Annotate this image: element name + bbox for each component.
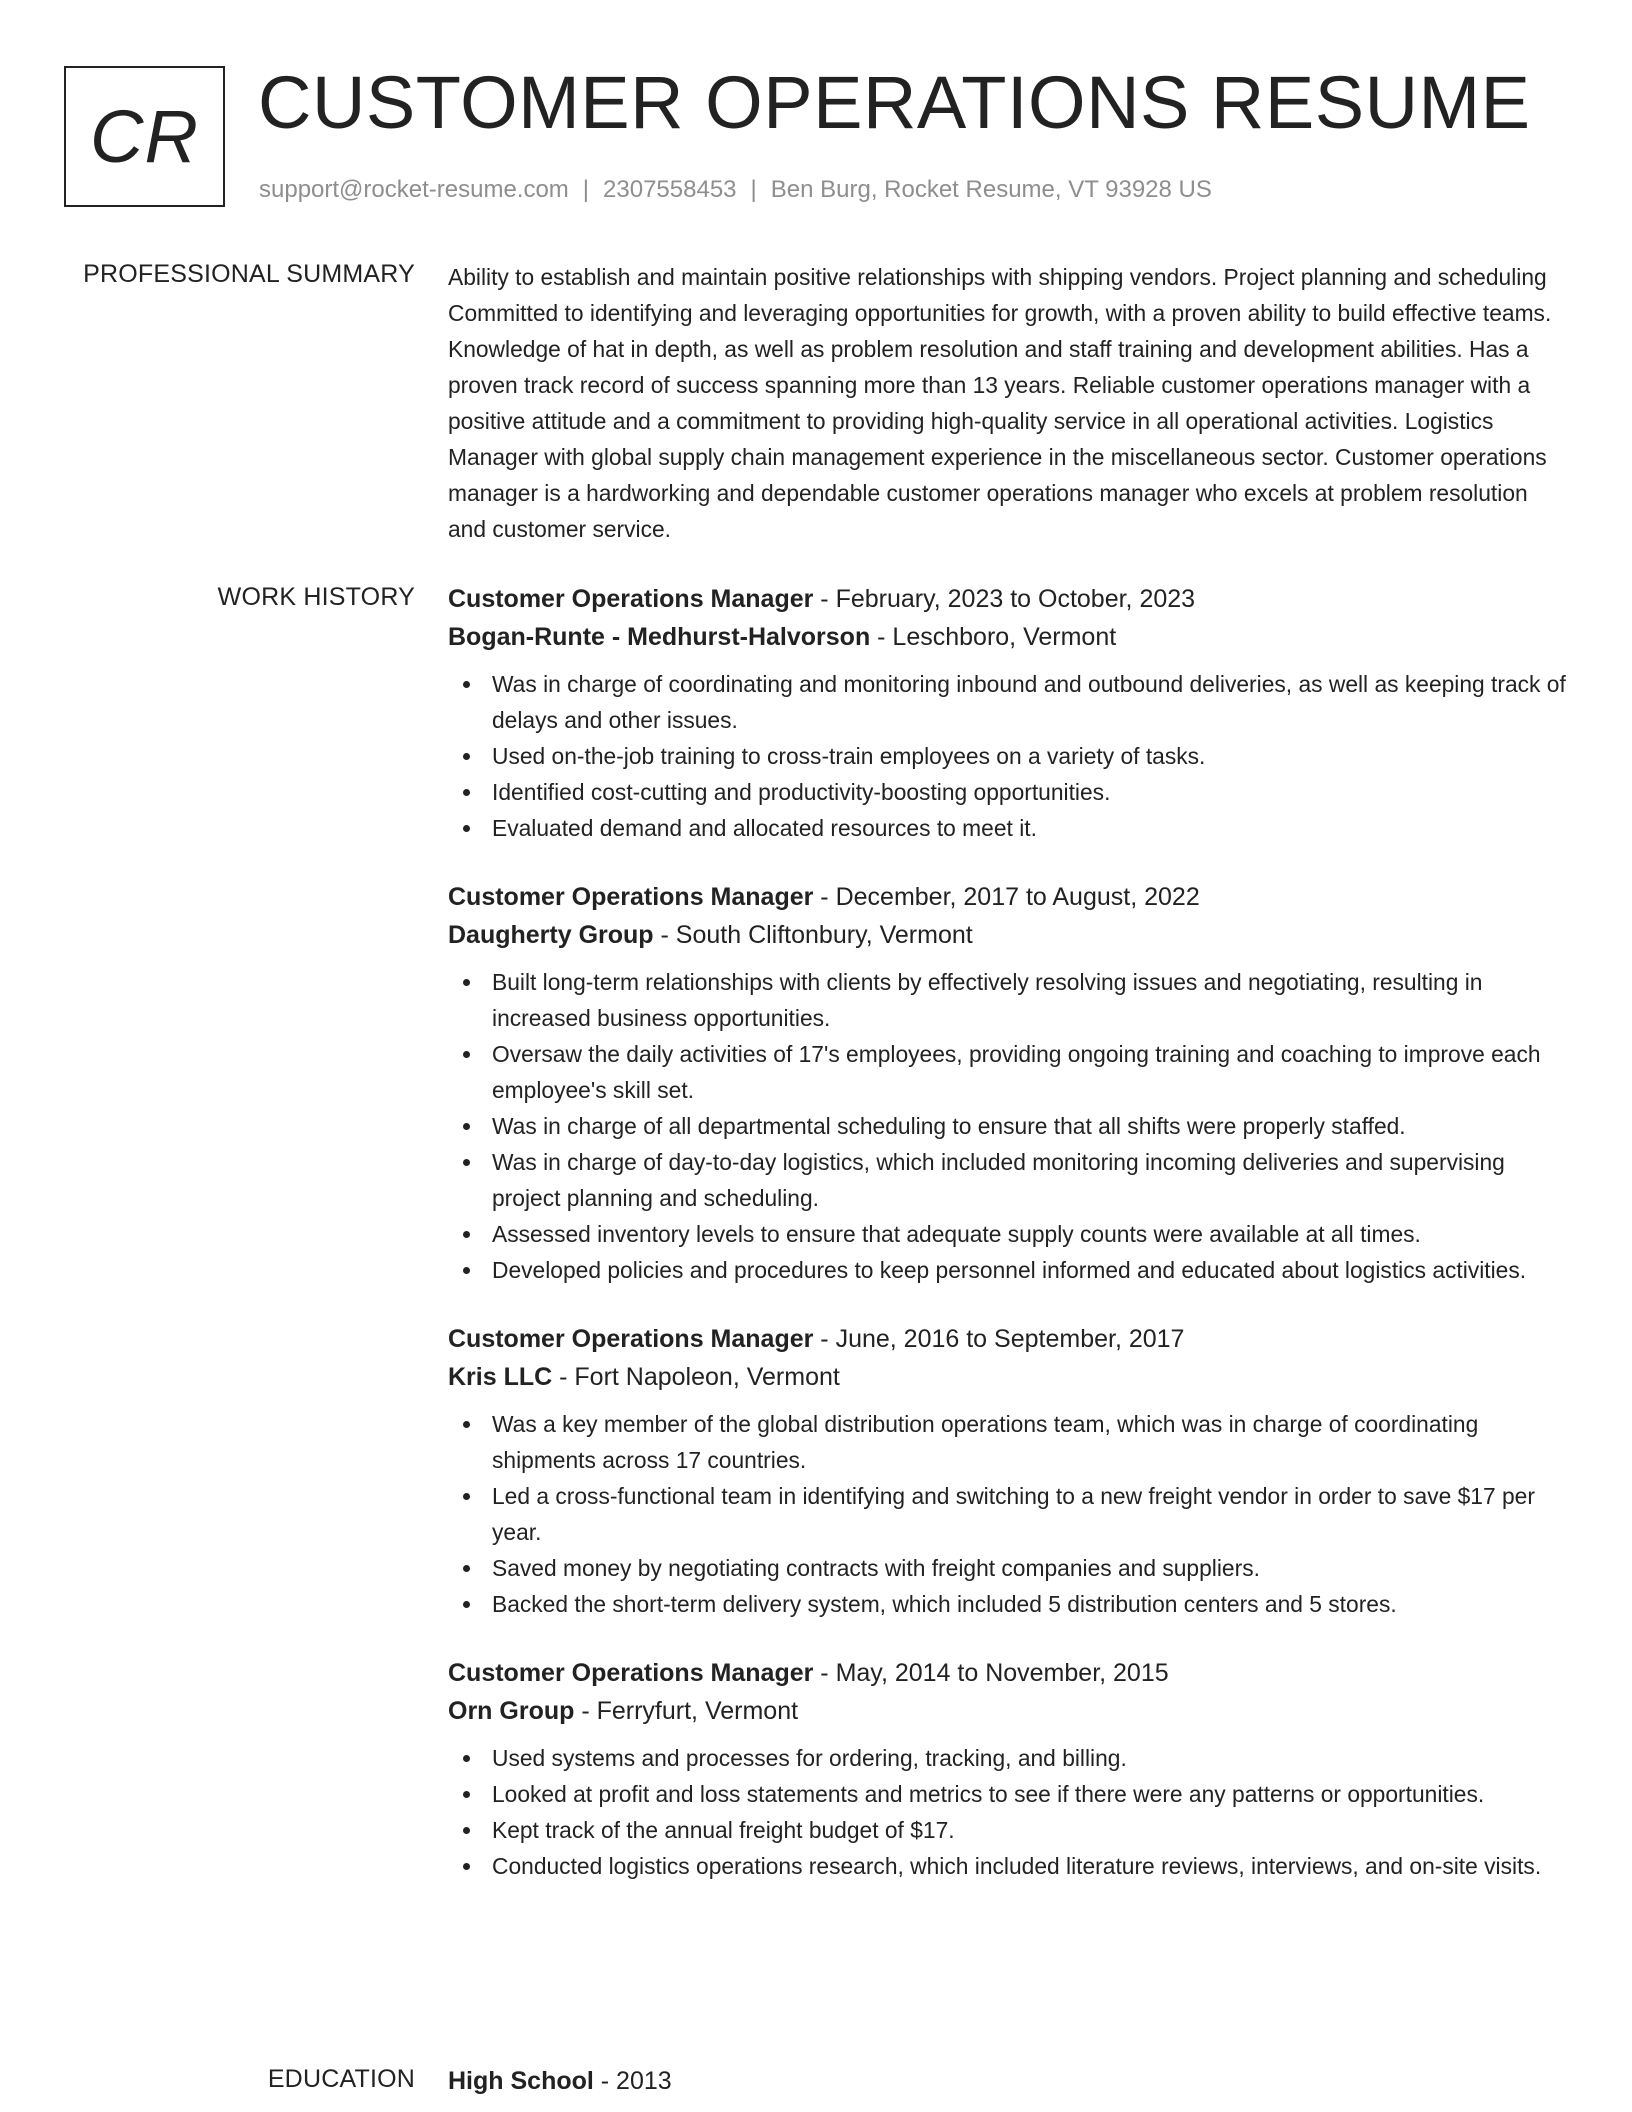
job-bullet: Was in charge of coordinating and monitoring inbound and outbound deliveries, as well as keeping track of delays and other issues. [448, 666, 1568, 738]
monogram-logo [64, 66, 225, 207]
job-bullet: Developed policies and procedures to keep personnel informed and educated about logistics activities. [448, 1252, 1568, 1288]
job-dates: - December, 2017 to August, 2022 [813, 883, 1200, 911]
job-bullet: Was in charge of day-to-day logistics, which included monitoring incoming deliveries and supervising project planning and scheduling. [448, 1144, 1568, 1216]
job-bullet: Oversaw the daily activities of 17's employees, providing ongoing training and coaching to improve each employee's skill set. [448, 1036, 1568, 1108]
job-company: Kris LLC [448, 1363, 553, 1391]
job-bullet: Saved money by negotiating contracts with freight companies and suppliers. [448, 1550, 1568, 1586]
job-location: - South Cliftonbury, Vermont [653, 921, 973, 949]
job-bullet: Looked at profit and loss statements and metrics to see if there were any patterns or opportunities. [448, 1776, 1568, 1812]
contact-line [259, 174, 1212, 206]
job-entry [448, 580, 1568, 846]
job-bullet: Identified cost-cutting and productivity-boosting opportunities. [448, 774, 1568, 810]
job-bullet-list [448, 666, 1568, 846]
job-title: Customer Operations Manager [448, 585, 814, 613]
job-company: Orn Group [448, 1697, 575, 1725]
job-company-line [448, 916, 1568, 954]
job-bullet-list [448, 1406, 1568, 1622]
job-bullet: Backed the short-term delivery system, which included 5 distribution centers and 5 stores. [448, 1586, 1568, 1622]
education-year: - 2013 [593, 2067, 672, 2095]
summary-text: Ability to establish and maintain positive relationships with shipping vendors. Project planning and scheduling Committed to identifying and leveraging opportunities for growth, with a proven ability to build effective teams. Knowledge of hat in depth, as well as problem resolution and staff training and development abilities. Has a proven track record of success spanning more than 13 years. Reliable customer operations manager with a positive attitude and a commitment to providing high-quality service in all operational activities. Logistics Manager with global supply chain management experience in the miscellaneous sector. Customer operations manager is a hardworking and dependable customer operations manager who excels at problem resolution and customer service. [448, 264, 1552, 542]
job-title-line [448, 1320, 1568, 1358]
job-dates: - February, 2023 to October, 2023 [813, 585, 1196, 613]
contact-email[interactable]: support@rocket-resume.com [259, 176, 569, 203]
job-bullet: Assessed inventory levels to ensure that adequate supply counts were available at all times. [448, 1216, 1568, 1252]
job-bullet: Used systems and processes for ordering, tracking, and billing. [448, 1740, 1568, 1776]
job-bullet: Led a cross-functional team in identifying and switching to a new freight vendor in order to save $17 per year. [448, 1478, 1568, 1550]
job-bullet: Was a key member of the global distribution operations team, which was in charge of coordinating shipments across 17 countries. [448, 1406, 1568, 1478]
job-company-line [448, 1692, 1568, 1730]
monogram-initials: CR [90, 95, 199, 178]
job-title: Customer Operations Manager [448, 1659, 814, 1687]
job-bullet: Was in charge of all departmental scheduling to ensure that all shifts were properly staffed. [448, 1108, 1568, 1144]
work-history-heading: WORK HISTORY [217, 583, 415, 611]
contact-separator: | [582, 176, 590, 203]
contact-address: Ben Burg, Rocket Resume, VT 93928 US [770, 176, 1212, 203]
job-entry [448, 1654, 1568, 1884]
job-bullet: Used on-the-job training to cross-train employees on a variety of tasks. [448, 738, 1568, 774]
job-title-line [448, 1654, 1568, 1692]
job-bullet: Evaluated demand and allocated resources to meet it. [448, 810, 1568, 846]
job-location: - Ferryfurt, Vermont [574, 1697, 799, 1725]
job-company-line [448, 618, 1568, 656]
resume-title: CUSTOMER OPERATIONS RESUME [258, 61, 1531, 144]
job-entry [448, 878, 1568, 1288]
summary-heading: PROFESSIONAL SUMMARY [83, 260, 415, 288]
job-title-line [448, 580, 1568, 618]
job-bullet: Built long-term relationships with clients by effectively resolving issues and negotiating, resulting in increased business opportunities. [448, 964, 1568, 1036]
job-company: Bogan-Runte - Medhurst-Halvorson [448, 623, 871, 651]
job-company-line [448, 1358, 1568, 1396]
job-bullet: Conducted logistics operations research, which included literature reviews, interviews, and on-site visits. [448, 1848, 1568, 1884]
contact-phone[interactable]: 2307558453 [603, 176, 737, 203]
contact-separator: | [750, 176, 757, 203]
job-entry [448, 1320, 1568, 1622]
job-location: - Fort Napoleon, Vermont [552, 1363, 840, 1391]
job-title-line [448, 878, 1568, 916]
education-heading: EDUCATION [267, 2065, 415, 2093]
job-location: - Leschboro, Vermont [870, 623, 1117, 651]
job-bullet-list [448, 1740, 1568, 1884]
job-company: Daugherty Group [448, 921, 654, 949]
education-line [448, 2062, 1568, 2100]
job-title: Customer Operations Manager [448, 1325, 814, 1353]
job-title: Customer Operations Manager [448, 883, 814, 911]
job-bullet-list [448, 964, 1568, 1288]
job-dates: - June, 2016 to September, 2017 [813, 1325, 1185, 1353]
job-dates: - May, 2014 to November, 2015 [813, 1659, 1169, 1687]
job-bullet: Kept track of the annual freight budget of $17. [448, 1812, 1568, 1848]
education-degree: High School [448, 2067, 594, 2095]
